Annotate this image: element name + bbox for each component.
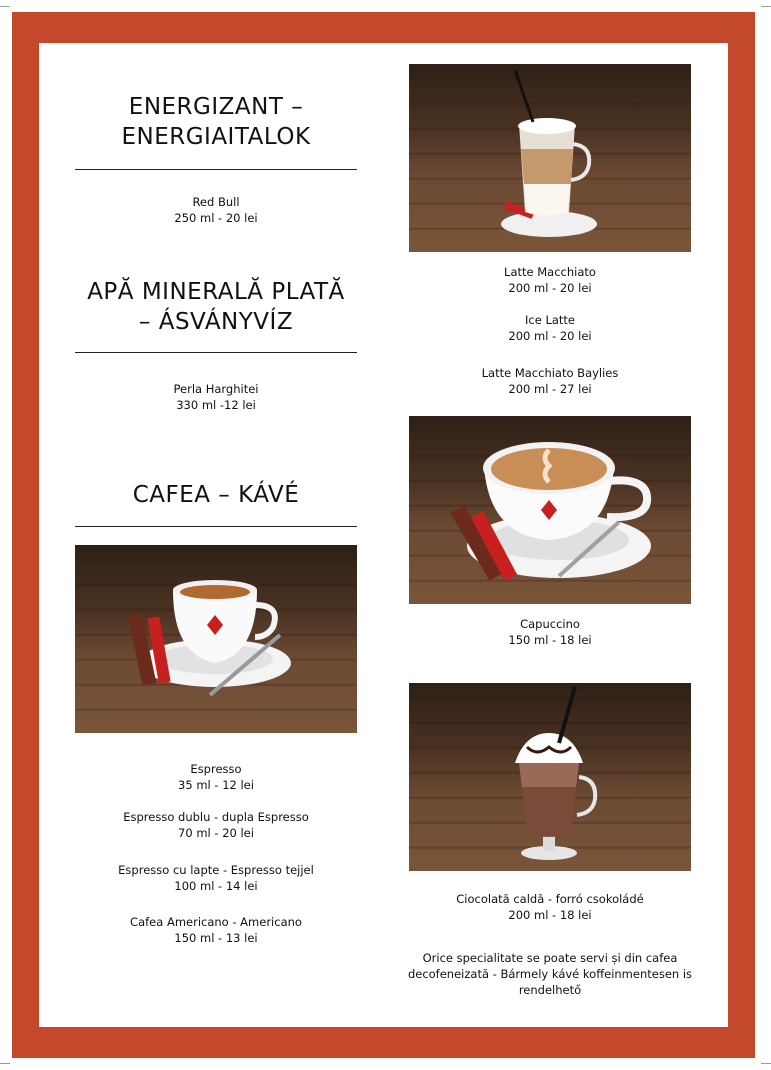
capuccino-photo [409, 416, 691, 604]
energy-heading [75, 92, 357, 152]
item-name: Red Bull [192, 195, 240, 209]
item-price: 35 ml - 12 lei [178, 778, 254, 792]
capuccino-cup-illustration [409, 416, 691, 604]
frame-left [12, 12, 39, 1058]
item-price: 200 ml - 20 lei [508, 281, 592, 295]
frame-right [728, 12, 755, 1058]
espresso-photo [75, 545, 357, 733]
decaf-note [396, 950, 704, 998]
item-price: 330 ml -12 lei [176, 398, 256, 412]
menu-item-espresso-dublu [75, 809, 357, 841]
chocolate-photo [409, 683, 691, 871]
water-heading [65, 277, 367, 337]
item-name: Ciocolată caldă - forró csokoládé [456, 892, 644, 906]
item-price: 70 ml - 20 lei [178, 826, 254, 840]
note-line: Orice specialitate se poate servi și din cafea [422, 951, 678, 965]
water-heading-line2: – ÁSVÁNYVÍZ [138, 309, 294, 335]
item-name: Latte Macchiato [504, 265, 596, 279]
menu-item-perla [75, 381, 357, 413]
coffee-divider [75, 526, 357, 527]
energy-heading-line1: ENERGIZANT – [128, 94, 304, 120]
menu-item-ice-latte [409, 312, 691, 344]
item-name: Espresso cu lapte - Espresso tejjel [118, 863, 314, 877]
item-name: Ice Latte [525, 313, 575, 327]
item-name: Espresso [190, 762, 242, 776]
water-heading-line1: APĂ MINERALĂ PLATĂ [87, 279, 345, 305]
item-price: 200 ml - 27 lei [508, 382, 592, 396]
coffee-heading [75, 480, 357, 510]
menu-item-espresso-lapte [75, 862, 357, 894]
espresso-cup-illustration [75, 545, 357, 733]
menu-item-espresso [75, 761, 357, 793]
note-line: decofeneizată - Bármely kávé koffeinmentesen is [407, 967, 693, 981]
item-price: 250 ml - 20 lei [174, 211, 258, 225]
crop-mark [0, 6, 10, 7]
menu-item-americano [75, 914, 357, 946]
menu-item-ciocolata [409, 891, 691, 923]
crop-mark [761, 6, 771, 7]
frame-bottom [12, 1027, 755, 1058]
item-price: 150 ml - 18 lei [508, 633, 592, 647]
crop-mark [0, 1063, 10, 1064]
frame-top [12, 12, 755, 43]
latte-photo [409, 64, 691, 252]
latte-glass-illustration [409, 64, 691, 252]
energy-heading-line2: ENERGIAITALOK [121, 124, 311, 150]
menu-item-latte-baylies [409, 365, 691, 397]
item-name: Cafea Americano - Americano [130, 915, 302, 929]
item-price: 200 ml - 20 lei [508, 329, 592, 343]
hot-chocolate-illustration [409, 683, 691, 871]
crop-mark [761, 1063, 771, 1064]
item-price: 150 ml - 13 lei [174, 931, 258, 945]
menu-item-latte [409, 264, 691, 296]
note-line: rendelhető [518, 983, 582, 997]
item-name: Perla Harghitei [173, 382, 259, 396]
water-divider [75, 352, 357, 353]
item-price: 200 ml - 18 lei [508, 908, 592, 922]
coffee-heading-title: CAFEA – KÁVÉ [132, 482, 300, 508]
menu-item-red-bull [75, 194, 357, 226]
item-name: Latte Macchiato Baylies [481, 366, 619, 380]
item-price: 100 ml - 14 lei [174, 879, 258, 893]
menu-item-capuccino [409, 616, 691, 648]
item-name: Capuccino [520, 617, 580, 631]
energy-divider [75, 169, 357, 170]
item-name: Espresso dublu - dupla Espresso [123, 810, 309, 824]
